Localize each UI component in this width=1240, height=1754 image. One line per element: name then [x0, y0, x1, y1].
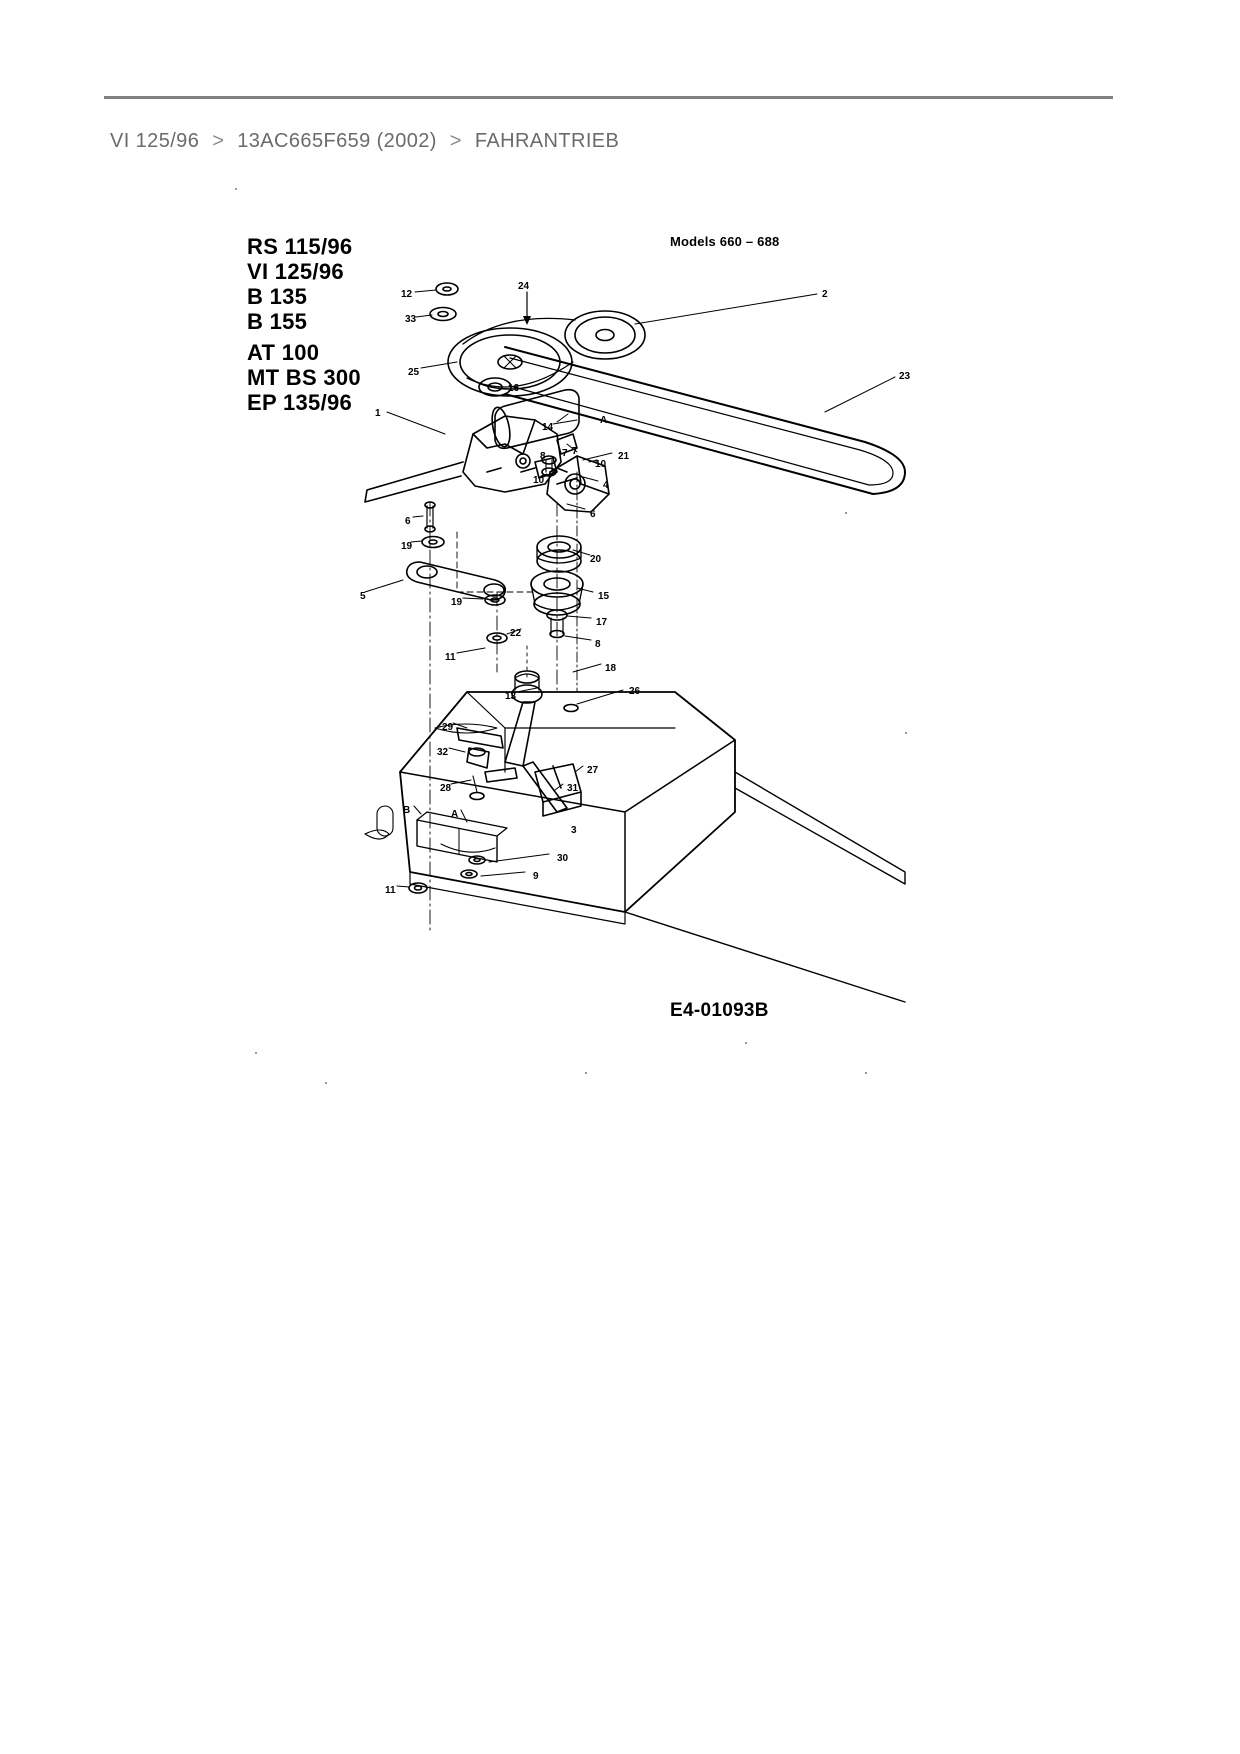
callout-8-12: 8 — [540, 451, 546, 462]
callout-7-10: 7 — [572, 446, 578, 457]
callout-31-35: 31 — [567, 783, 579, 794]
model-item-7: EP 135/96 — [247, 390, 353, 415]
callout-21-11: 21 — [618, 451, 630, 462]
callout-22-25: 22 — [510, 628, 522, 639]
callout-19-22: 19 — [451, 597, 463, 608]
parts-diagram — [205, 172, 965, 1102]
callout-9-40: 9 — [533, 871, 539, 882]
callout-32-32: 32 — [437, 747, 449, 758]
callout-20-20: 20 — [590, 554, 602, 565]
model-item-4: B 155 — [247, 309, 308, 334]
breadcrumb-separator-2: > — [449, 130, 462, 152]
model-item-2: VI 125/96 — [247, 259, 344, 284]
breadcrumb-item-1[interactable]: VI 125/96 — [110, 130, 200, 152]
models-range-note: Models 660 – 688 — [670, 234, 780, 249]
callout-27-34: 27 — [587, 765, 599, 776]
model-item-1: RS 115/96 — [247, 234, 353, 259]
callout-8-26: 8 — [595, 639, 601, 650]
callout-29-31: 29 — [442, 722, 454, 733]
breadcrumb-item-3[interactable]: FAHRANTRIEB — [474, 130, 620, 152]
callout-28-33: 28 — [440, 783, 452, 794]
callout-24-2: 24 — [518, 281, 530, 292]
figure-code: E4-01093B — [670, 1000, 769, 1021]
callout-3-38: 3 — [571, 825, 577, 836]
callout-19-19: 19 — [401, 541, 413, 552]
callout-7-13: 7 — [562, 448, 568, 459]
callout-11-41: 11 — [385, 885, 396, 896]
callout-12-0: 12 — [401, 289, 413, 300]
callout-6-17: 6 — [590, 509, 596, 520]
callout-11-27: 11 — [445, 652, 456, 663]
model-item-3: B 135 — [247, 284, 308, 309]
callout-4-16: 4 — [603, 480, 609, 491]
callout-30-39: 30 — [557, 853, 569, 864]
callout-B-36: B — [403, 805, 411, 816]
callout-15-23: 15 — [598, 591, 610, 602]
callout-A-9: A — [600, 415, 608, 426]
callout-16-6: 16 — [508, 383, 520, 394]
callout-6-18: 6 — [405, 516, 411, 527]
callout-33-1: 33 — [405, 314, 417, 325]
breadcrumb — [110, 130, 619, 153]
callout-5-21: 5 — [360, 591, 366, 602]
breadcrumb-separator-1: > — [212, 130, 225, 152]
breadcrumb-item-2[interactable]: 13AC665F659 (2002) — [237, 130, 437, 152]
callout-10-14: 10 — [595, 459, 607, 470]
header-divider — [104, 96, 1113, 99]
callout-A-37: A — [451, 809, 459, 820]
model-item-6: MT BS 300 — [247, 365, 361, 390]
callout-13-29: 13 — [505, 691, 517, 702]
callout-25-4: 25 — [408, 367, 420, 378]
callout-23-5: 23 — [899, 371, 911, 382]
callout-26-30: 26 — [629, 686, 641, 697]
model-item-5: AT 100 — [247, 340, 320, 365]
model-list — [247, 234, 361, 415]
callout-18-28: 18 — [605, 663, 617, 674]
callout-14-8: 14 — [542, 422, 554, 433]
callout-10-15: 10 — [533, 475, 545, 486]
callout-17-24: 17 — [596, 617, 608, 628]
callout-2-3: 2 — [822, 289, 828, 300]
callout-1-7: 1 — [375, 408, 381, 419]
